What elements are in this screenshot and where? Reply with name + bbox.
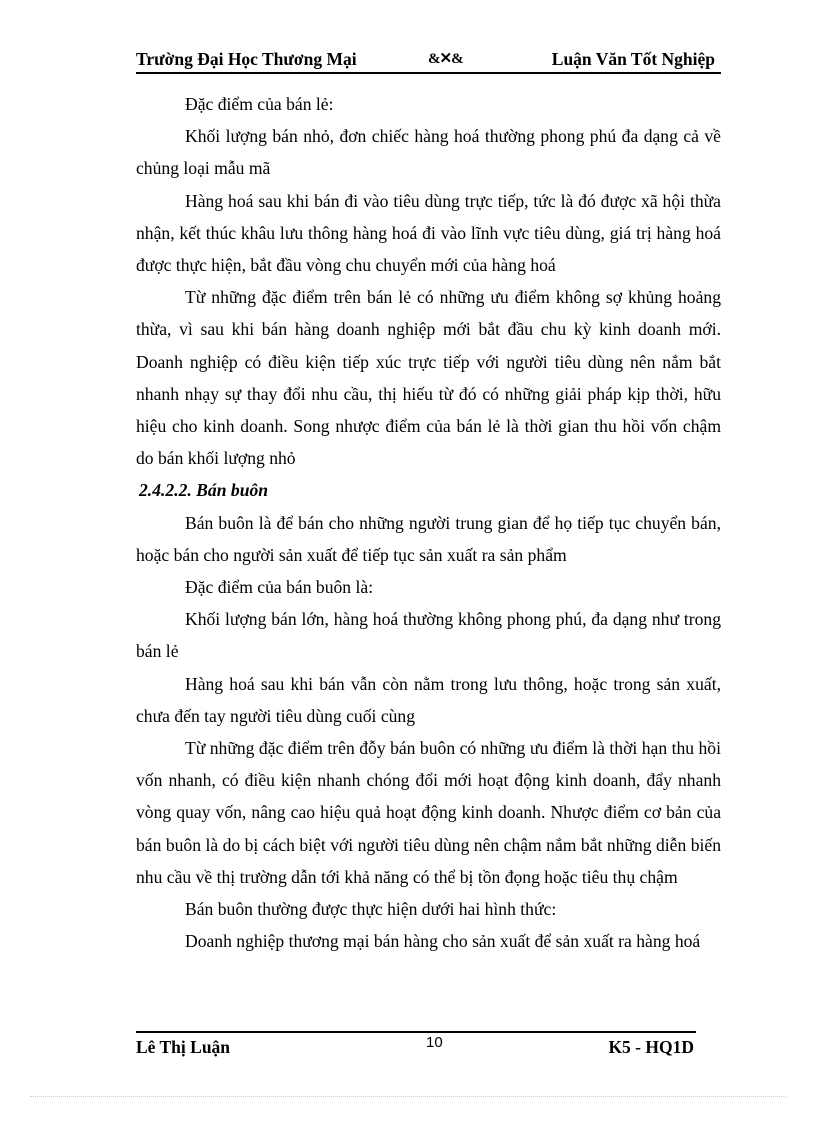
paragraph: Bán buôn là để bán cho những người trung gian để họ tiếp tục chuyển bán, hoặc bán cho người sản xuất để tiếp tục sản xuất ra sản phẩm	[136, 512, 721, 565]
paragraph: Khối lượng bán nhỏ, đơn chiếc hàng hoá thường phong phú đa dạng cả về chủng loại mẫu mã	[136, 126, 721, 179]
paragraph: Hàng hoá sau khi bán vẫn còn nằm trong lưu thông, hoặc trong sản xuất, chưa đến tay người tiêu dùng cuối cùng	[136, 673, 721, 726]
paragraph: Bán buôn thường được thực hiện dưới hai hình thức:	[185, 899, 557, 920]
paragraph: Từ những đặc điểm trên đỗy bán buôn có những ưu điểm là thời hạn thu hồi vốn nhanh, có điều kiện nhanh chóng đổi mới hoạt động kinh doanh, đẩy nhanh vòng quay vốn, nâng cao hiệu quả hoạt động kinh doanh. Nhược điểm cơ bản của bán buôn là do bị cách biệt với người tiêu dùng nên chậm nắm bắt những diễn biến nhu cầu về thị trường dẫn tới khả năng có thể bị tồn đọng hoặc tiêu thụ chậm	[136, 738, 721, 887]
header-document-title: Luận Văn Tốt Nghiệp	[551, 49, 715, 69]
paragraph: Hàng hoá sau khi bán đi vào tiêu dùng trực tiếp, tức là đó được xã hội thừa nhận, kết thúc khâu lưu thông hàng hoá đi vào lĩnh vực tiêu dùng, giá trị hàng hoá được thực hiện, bắt đầu vòng chu chuyển mới của hàng hoá	[136, 190, 721, 276]
footer-author: Lê Thị Luận	[136, 1037, 231, 1057]
page-header	[136, 48, 721, 74]
footer-class-code: K5 - HQ1D	[608, 1037, 694, 1057]
header-school-name: Trường Đại Học Thương Mại	[136, 49, 357, 69]
page-break-line	[30, 1096, 786, 1097]
page-footer	[136, 1031, 696, 1063]
paragraph: Từ những đặc điểm trên bán lẻ có những ưu điểm không sợ khủng hoảng thừa, vì sau khi bán hàng doanh nghiệp mới bắt đầu chu kỳ kinh doanh mới. Doanh nghiệp có điều kiện tiếp xúc trực tiếp với người tiêu dùng nên nắm bắt nhanh nhạy sự thay đổi nhu cầu, thị hiếu từ đó có những giải pháp kịp thời, hữu hiệu cho kinh doanh. Song nhược điểm của bán lẻ là thời gian thu hồi vốn chậm do bán khối lượng nhỏ	[136, 287, 721, 469]
paragraph: Doanh nghiệp thương mại bán hàng cho sản xuất để sản xuất ra hàng hoá	[185, 931, 701, 952]
paragraph: Đặc điểm của bán lẻ:	[185, 94, 334, 114]
page-number: 10	[426, 1034, 443, 1051]
page-body	[136, 88, 721, 957]
header-ornament: &✕&	[428, 51, 463, 67]
paragraph: Khối lượng bán lớn, hàng hoá thường không phong phú, đa dạng như trong bán lẻ	[136, 609, 721, 662]
section-heading: 2.4.2.2. Bán buôn	[139, 480, 269, 501]
paragraph: Đặc điểm của bán buôn là:	[185, 577, 374, 598]
